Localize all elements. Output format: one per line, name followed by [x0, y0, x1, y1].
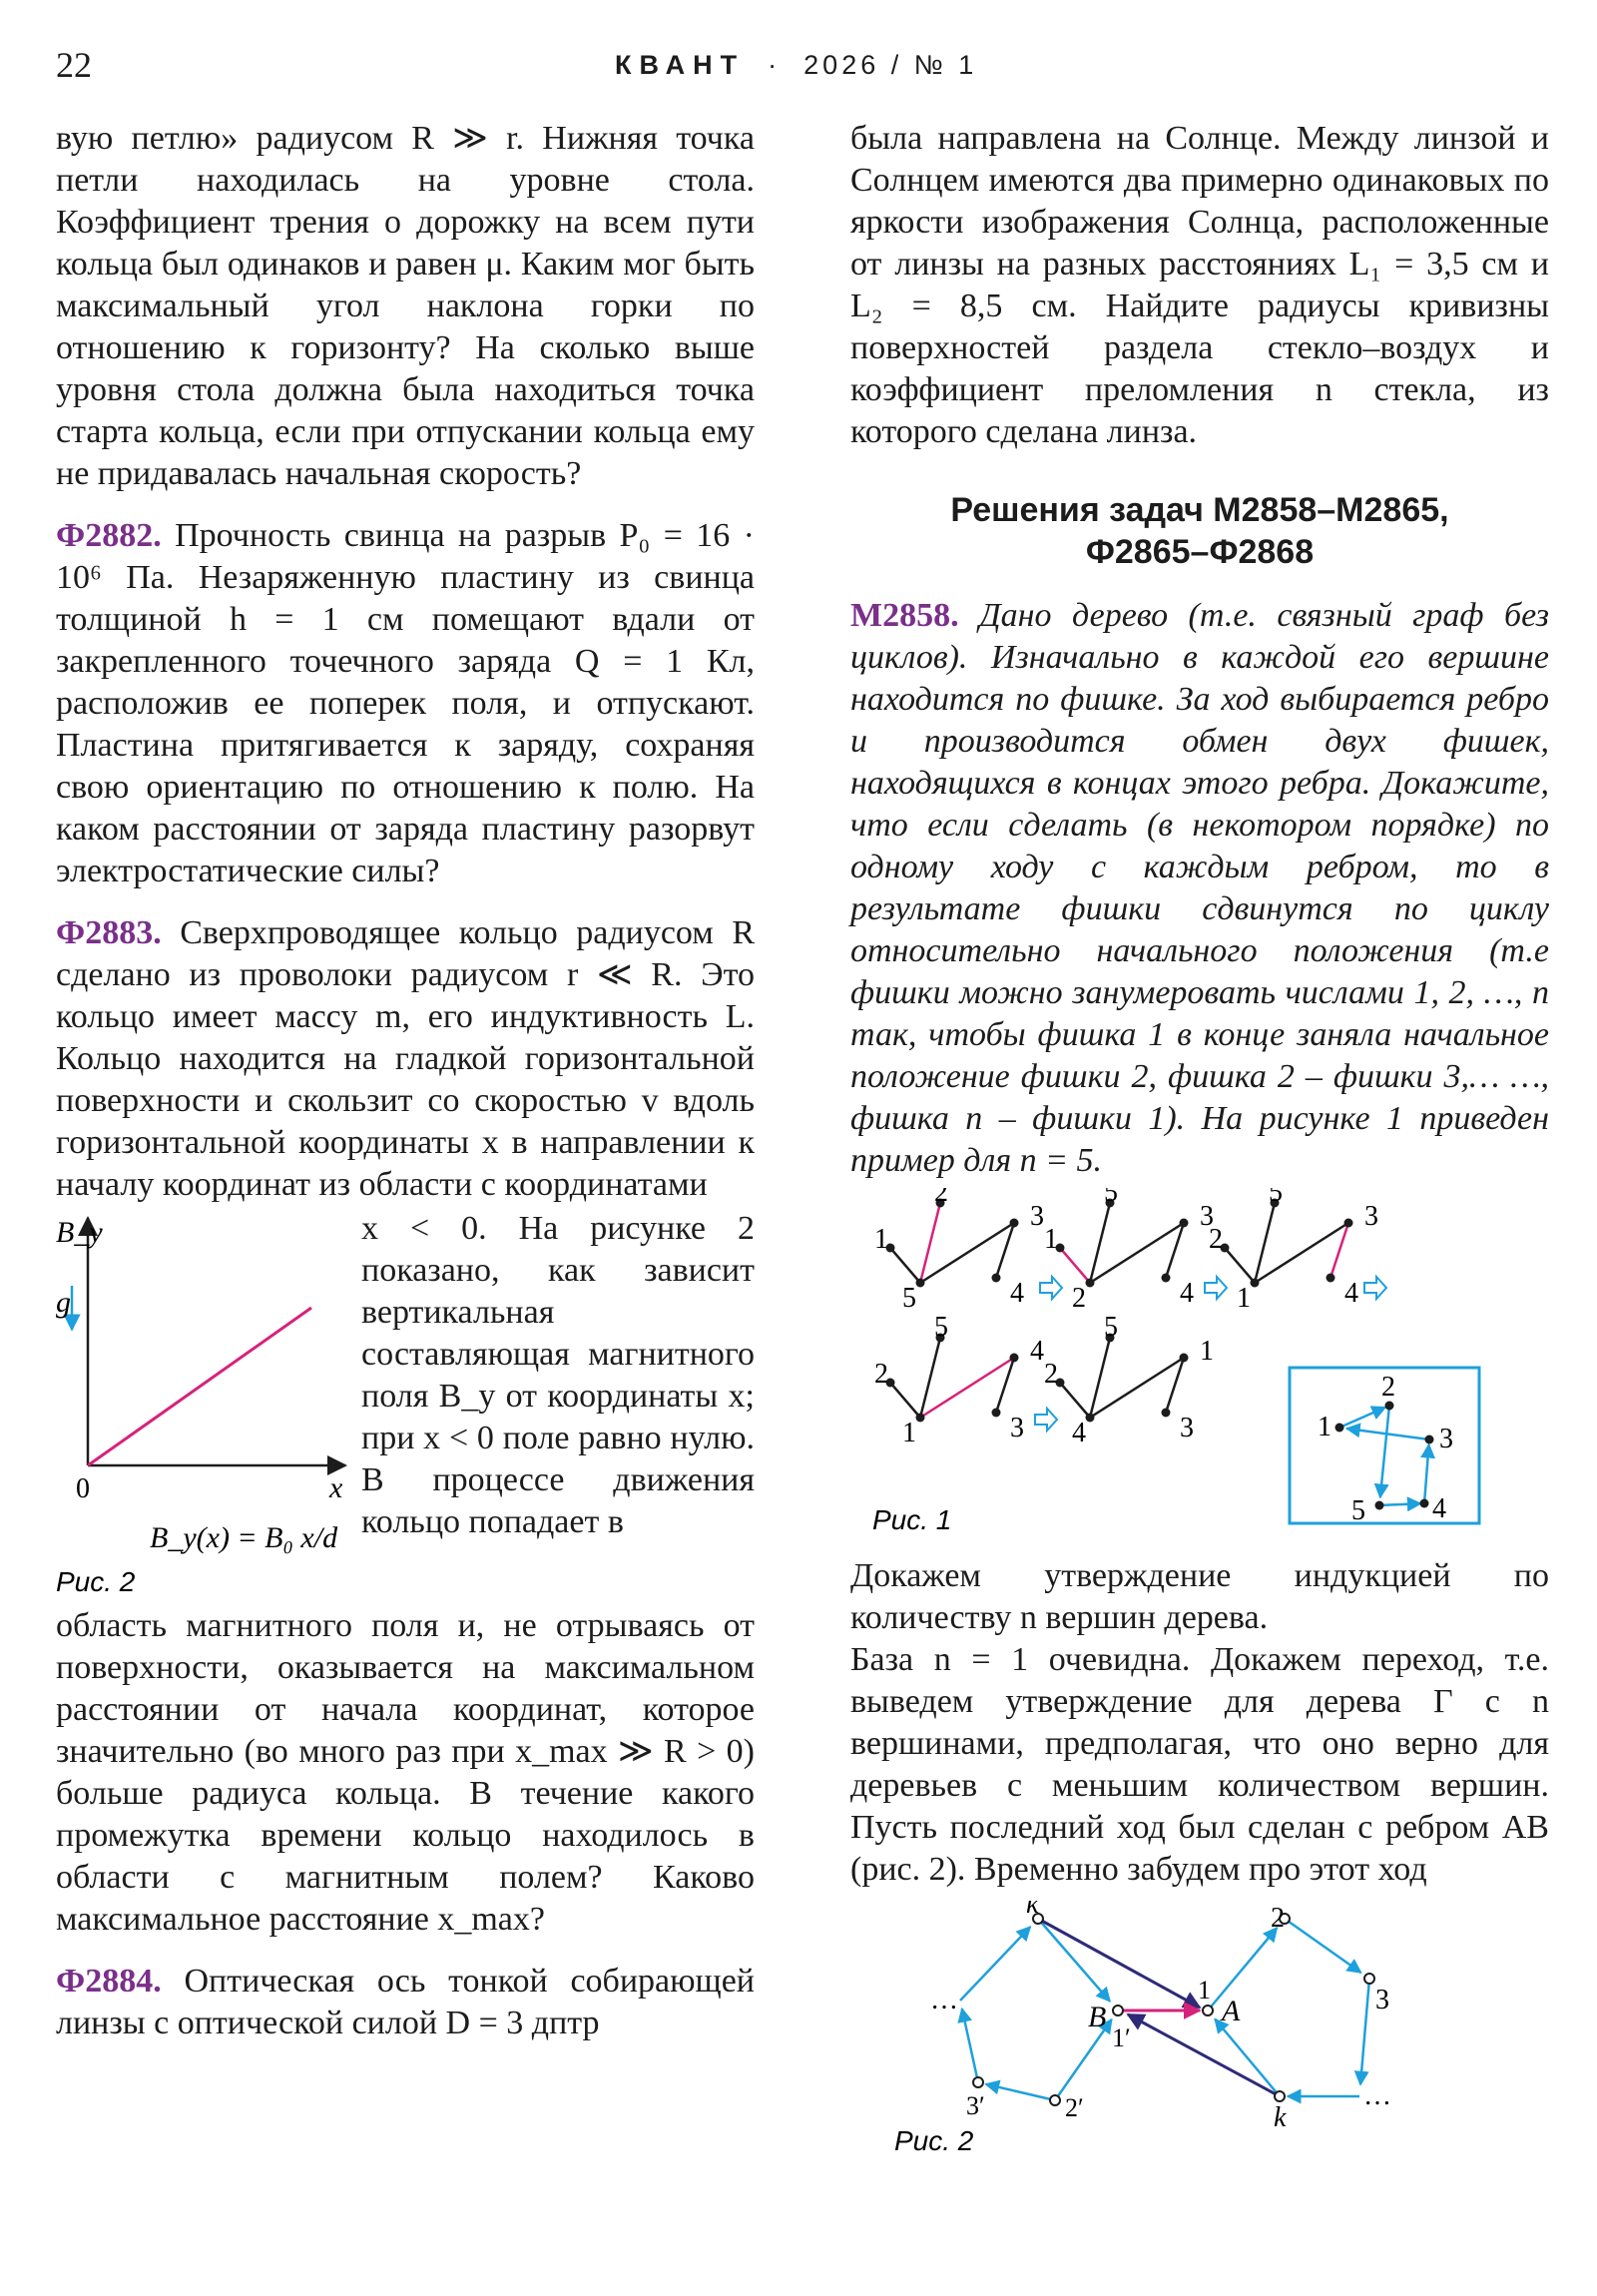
tree-edge — [1255, 1223, 1348, 1283]
cycle-vertex — [1425, 1435, 1434, 1444]
graph-vertex — [1050, 2095, 1060, 2105]
page-header — [56, 44, 1543, 84]
edge-navy — [1038, 1919, 1200, 2008]
tree-vertex — [1086, 1414, 1095, 1423]
tree-edge — [996, 1358, 1014, 1413]
graph-vertex — [1203, 2006, 1213, 2015]
tree-vertex — [1180, 1219, 1189, 1228]
tree-state-1 — [874, 1188, 1044, 1314]
tree-vertex-label: 2 — [934, 1188, 948, 1208]
step-arrow — [1040, 1277, 1062, 1299]
tree-vertex-label: 4 — [1344, 1278, 1358, 1309]
tree-edge — [1090, 1223, 1184, 1283]
proof-paragraph-2: База n = 1 очевидна. Докажем переход, т.е. выведем утверждение для дерева Γ с n вершинами, предполагая, что оно верно для деревьев с меньшим количеством вершин. Пусть последний ход был сделан с ребром AB (рис. 2). Временно забудем про этот ход — [850, 1641, 1549, 1888]
label-B: B — [1088, 2001, 1107, 2033]
problem-label-f2882: Ф2882. — [56, 517, 162, 554]
field-line — [88, 1308, 311, 1465]
problem-label-f2883: Ф2883. — [56, 914, 162, 951]
tree-vertex-label: 4 — [1030, 1336, 1044, 1367]
edge-cyan — [962, 2009, 978, 2082]
problem-continuation: вую петлю» радиусом R ≫ r. Нижняя точка петли находилась на уровне стола. Коэффициент трения о дорожку на всем пути кольца был одинаков и равен μ. Каким мог быть максимальный угол наклона горки по отношению к горизонту? На сколько выше уровня стола должна была находиться точка старта кольца, если при отпускании кольца ему не придавалась начальная скорость? — [56, 120, 755, 492]
field-formula: B_y(x) = B₀ x/d — [150, 1521, 338, 1554]
tree-vertex — [916, 1414, 925, 1423]
tree-vertex-label: 2 — [1209, 1224, 1223, 1255]
tree-vertex-label: 5 — [934, 1312, 948, 1343]
problem-text-f2882: Прочность свинца на разрыв P₀ = 16 · 10⁶ Па. Незаряженную пластину из свинца толщиной h = 1 см помещают вдали от закрепленного точечного заряда Q = 1 Кл, расположив ее поперек поля, и отпускают. Пластина притягивается к заряду, сохраняя свою ориентацию по отношению к полю. На каком расстоянии от заряда пластину разорвут электростатические силы? — [56, 517, 755, 889]
problem-f2884-continuation: была направлена на Солнце. Между линзой и Солнцем имеются два примерно одинаковых по яркости изображения Солнца, расположенные от линзы на разных расстояниях L₁ = 3,5 см и L₂ = 8,5 см. Найдите радиусы кривизны поверхностей раздела стекло–воздух и коэффициент преломления n стекла, из которого сделана линза. — [850, 120, 1549, 450]
label-dots-right: … — [1363, 2080, 1391, 2111]
tree-vertex-label: 1 — [902, 1418, 916, 1448]
tree-vertex — [992, 1274, 1001, 1283]
tree-vertex-label: 5 — [1104, 1188, 1118, 1208]
solution-m2858 — [850, 595, 1549, 1182]
solution-label-m2858: М2858. — [850, 597, 959, 634]
tree-state-4 — [874, 1312, 1044, 1448]
tree-vertex-label: 4 — [1180, 1278, 1194, 1309]
graph-vertex — [973, 2077, 983, 2087]
tree-edge — [1166, 1358, 1184, 1413]
tree-edge — [1225, 1248, 1255, 1283]
edge-cyan — [960, 1927, 1030, 2001]
tree-vertex-label: 2 — [1072, 1283, 1086, 1314]
solution-text-m2858: Дано дерево (т.е. связный граф без циклов). Изначально в каждой его вершине находится по фишке. За ход выбирается ребро и производится обмен двух фишек, находящихся в концах этого ребра. Докажите, что если сделать (в некотором порядке) по одному ходу с каждым ребром, то в результате фишки сдвинутся по циклу относительно начального положения (т.е фишки можно занумеровать числами 1, 2, …, n так, чтобы фишка 1 в конце заняла начальное положение фишки 2, фишка 2 – фишки 3,… …, фишка n – фишки 1). На рисунке 1 приведен пример для n = 5. — [850, 597, 1550, 1179]
figure-2-right-svg — [850, 1901, 1549, 2160]
label-dots-left: … — [930, 1985, 958, 2015]
figure-1 — [850, 1188, 1549, 1537]
tree-vertex — [992, 1409, 1001, 1418]
step-arrow — [1035, 1409, 1057, 1431]
tree-vertex-label: 3 — [1180, 1413, 1194, 1443]
tree-vertex-label: 2 — [874, 1359, 888, 1390]
graph-vertex — [1364, 1974, 1374, 1984]
problem-f2882 — [56, 515, 755, 892]
label-k: k — [1274, 2102, 1287, 2133]
header-separator: · — [768, 50, 782, 80]
figure-2-side-text — [361, 1208, 755, 1543]
cycle-vertex-label: 4 — [1432, 1493, 1446, 1524]
tree-vertex-label: 5 — [902, 1283, 916, 1314]
tree-vertex-label: 4 — [1072, 1418, 1086, 1448]
gravity-label: g — [56, 1286, 71, 1319]
tree-edge — [920, 1358, 1014, 1418]
origin-label: 0 — [76, 1473, 90, 1504]
edge-navy — [1128, 2014, 1280, 2096]
cycle-vertex-label: 3 — [1439, 1424, 1453, 1454]
edge-cyan — [1360, 1979, 1369, 2084]
edge-cyan — [1215, 2019, 1280, 2096]
cycle-vertex — [1335, 1424, 1344, 1433]
step-arrow — [1364, 1277, 1386, 1299]
figure-1-caption: Рис. 1 — [872, 1504, 952, 1535]
figure-2-left — [56, 1208, 355, 1605]
figure-1-cycle — [1318, 1372, 1453, 1526]
y-axis-label: B_y — [56, 1216, 103, 1249]
tree-edge — [996, 1223, 1014, 1278]
tree-edge — [920, 1223, 1014, 1283]
tree-edge — [1060, 1248, 1090, 1283]
tree-vertex-label: 5 — [1269, 1188, 1283, 1208]
tree-edge — [890, 1383, 920, 1418]
edge-cyan — [1285, 1919, 1361, 1973]
section-heading-line2: Ф2865–Ф2868 — [1085, 533, 1315, 571]
tree-vertex-label: 3 — [1364, 1201, 1378, 1232]
label-3: 3 — [1375, 1985, 1389, 2015]
tree-vertex-label: 4 — [1010, 1278, 1024, 1309]
tree-state-2 — [1044, 1188, 1214, 1314]
figure-2-caption: Рис. 2 — [56, 1566, 136, 1597]
tree-vertex — [1327, 1274, 1335, 1283]
tree-vertex — [1010, 1219, 1019, 1228]
tree-vertex — [1086, 1279, 1095, 1288]
tree-vertex — [916, 1279, 925, 1288]
edge-cyan — [1038, 1919, 1110, 2002]
label-A: A — [1222, 1995, 1241, 2027]
page-number: 22 — [56, 45, 92, 85]
step-arrow — [1205, 1277, 1227, 1299]
graph-vertex — [1275, 2091, 1285, 2101]
problem-f2884 — [56, 1961, 755, 2044]
tree-vertex-label: 1 — [1200, 1336, 1214, 1367]
tree-vertex — [1162, 1274, 1171, 1283]
cycle-vertex-label: 5 — [1351, 1495, 1365, 1526]
tree-vertex-label: 2 — [1044, 1359, 1058, 1390]
figure-2-plot — [56, 1208, 355, 1605]
tree-vertex — [1344, 1219, 1353, 1228]
graph-vertex — [1113, 2006, 1123, 2015]
tree-vertex — [1162, 1409, 1171, 1418]
x-axis-label: x — [329, 1471, 343, 1504]
problem-text-f2884: Оптическая ось тонкой собирающей линзы с оптической силой D = 3 дптр — [56, 1963, 755, 2041]
cycle-vertex — [1375, 1501, 1384, 1510]
label-1-prime: 1′ — [1112, 2023, 1131, 2052]
figure-2-block — [56, 1208, 755, 1605]
cycle-arrow — [1339, 1408, 1385, 1428]
edge-cyan — [1208, 1928, 1277, 2010]
tree-edge — [890, 1248, 920, 1283]
cycle-vertex-label: 2 — [1381, 1372, 1395, 1403]
tree-state-3 — [1209, 1188, 1378, 1314]
tree-vertex-label: 5 — [1104, 1312, 1118, 1343]
tree-vertex-label: 1 — [874, 1224, 888, 1255]
proof-paragraph-1: Докажем утверждение индукцией по количеству n вершин дерева. — [850, 1557, 1549, 1636]
tree-vertex — [1251, 1279, 1260, 1288]
label-2-prime: 2′ — [1065, 2093, 1084, 2122]
tree-edge — [1331, 1223, 1348, 1278]
problem-text-f2883-side: x < 0. На рисунке 2 показано, как зависит вертикальная составляющая магнитного поля B_y от координаты x; при x < 0 поле равно нулю. В процессе движения кольцо попадает в — [361, 1210, 755, 1540]
left-column — [56, 118, 755, 2044]
tree-vertex-label: 3 — [1010, 1413, 1024, 1443]
figure-1-svg — [850, 1188, 1549, 1537]
tree-edge — [1060, 1383, 1090, 1418]
tree-vertex-label: 1 — [1237, 1283, 1251, 1314]
running-head — [615, 50, 977, 81]
section-heading-line1: Решения задач М2858–М2865, — [950, 491, 1449, 529]
problem-f2883 — [56, 912, 755, 1206]
tree-vertex-label: 1 — [1044, 1224, 1058, 1255]
label-3-prime: 3′ — [966, 2091, 985, 2120]
tree-edge — [1090, 1358, 1184, 1418]
edge-cyan — [986, 2084, 1055, 2100]
issue-number: 2026 / № 1 — [803, 50, 978, 80]
problem-label-f2884: Ф2884. — [56, 1963, 162, 2000]
tree-edge — [1166, 1223, 1184, 1278]
tree-vertex — [1010, 1354, 1019, 1363]
tree-state-5 — [1044, 1312, 1214, 1448]
figure-2-right-caption: Рис. 2 — [894, 2125, 974, 2156]
cycle-arrow — [1380, 1406, 1389, 1497]
right-column — [850, 118, 1549, 2160]
problem-text-f2883-rest: область магнитного поля и, не отрываясь от поверхности, оказывается на максимальном расстоянии от начала координат, которое значительно (во много раз при x_max ≫ R > 0) больше радиуса кольца. В течение какого промежутка времени кольцо находилось в области с магнитным полем? Каково максимальное расстояние x_max? — [56, 1607, 755, 1938]
journal-name: КВАНТ — [615, 50, 746, 80]
cycle-vertex — [1420, 1499, 1429, 1508]
section-heading — [850, 489, 1549, 573]
label-2: 2 — [1271, 1903, 1285, 1934]
label-k-prime: k′ — [1026, 1901, 1045, 1920]
tree-vertex-label: 3 — [1030, 1201, 1044, 1232]
problem-text-f2883: Сверхпроводящее кольцо радиусом R сделано из проволоки радиусом r ≪ R. Это кольцо имеет массу m, его индуктивность L. Кольцо находится на гладкой горизонтальной поверхности и скользит со скоростью v вдоль горизонтальной координаты x в направлении к началу координат из области с координатами — [56, 914, 755, 1203]
figure-1-trees — [874, 1188, 1378, 1448]
label-1: 1 — [1198, 1976, 1211, 2005]
cycle-arrow — [1424, 1444, 1429, 1503]
tree-vertex — [1180, 1354, 1189, 1363]
cycle-arrow — [1379, 1503, 1420, 1505]
figure-2-right — [850, 1901, 1549, 2160]
figure-2-right-graph — [930, 1901, 1391, 2133]
tree-vertex-label: 3 — [1200, 1201, 1214, 1232]
cycle-vertex-label: 1 — [1318, 1412, 1331, 1442]
